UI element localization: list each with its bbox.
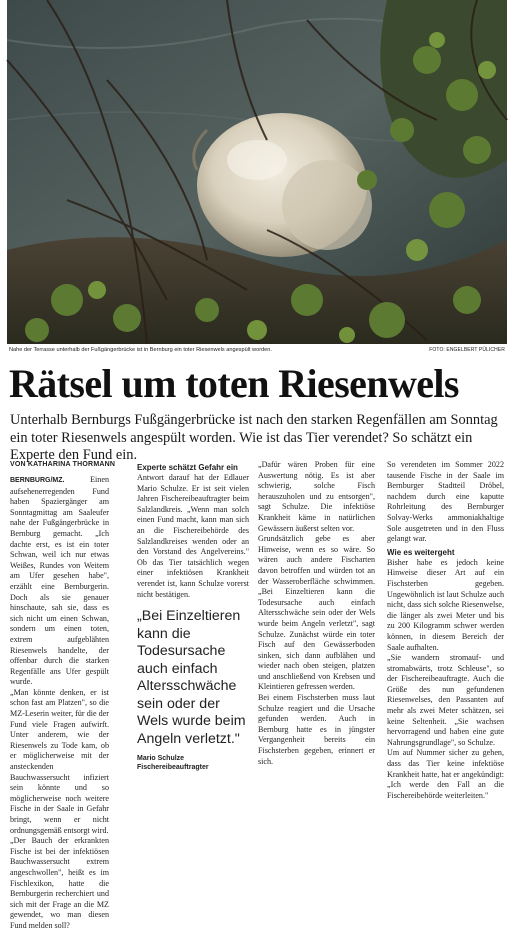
- pull-quote-role: Fischereibeauftragter: [137, 764, 209, 772]
- article-column-3: [258, 460, 375, 765]
- article-column-4: [387, 460, 504, 800]
- paragraph: „Dafür wären Proben für eine Auswertung nötig. Es ist aber schwierig, solche Fisch herauszuholen und zu entsorgen", sagt Schulze. Die infektiöse Krankheit käme in natürlichen Gewässern äußerst selten vor.: [258, 460, 375, 533]
- photo-caption: Nahe der Terrasse unterhalb der Fußgängerbrücke ist in Bernburg ein toter Riesenwels angespült worden.: [9, 347, 272, 353]
- paragraph: So verendeten im Sommer 2022 tausende Fische in der Saale im Bernburger Stadtteil Dröbel, nachdem durch eine kaputte Rohrleitung des Bernburger Solvay-Werks ammoniakhaltige Sole ausgetreten und in den Fluss gelangt war.: [387, 460, 504, 544]
- article-headline: Rätsel um toten Riesenwels: [9, 361, 459, 406]
- photo-credit: FOTO: ENGELBERT PÜLICHER: [429, 347, 505, 353]
- dateline: BERNBURG/MZ.: [10, 477, 65, 484]
- subheading: Wie es weitergeht: [387, 547, 455, 557]
- byline: VON KATHARINA THORMANN: [10, 461, 116, 468]
- article-column-1: [10, 460, 116, 930]
- paragraph-text: Einen aufsehenerregenden Fund haben Spaziergänger am Sonntagmittag am Saaleufer nahe der Fußgängerbrücke in Bernburg gemacht. „Ich dachte erst, es ist ein toter Schwan, weil ich nur etwas Weißes, Rundes von Weitem am Ufer gesehen habe", erzählt eine Bernburgerin. Doch als sie genauer hinschaute, sah sie, dass es sich nicht um einen Schwan, sondern um einen toten, extrem aufgeblähten Riesenwels handelte, der offenbar durch die starken Regenfälle ans Ufer gespült wurde.: [10, 475, 109, 687]
- paragraph: „Sie wandern stromauf- und stromabwärts, trotz Schleuse", so der Fischereibeauftragte. Auch die Größe des nun gefundenen Riesenwelses, den Passanten auf mehr als zwei Meter schätzen, sei keine Seltenheit. „Sie wachsen hervorragend und haben eine gute Nahrungsgrundlage", so Schulze.: [387, 653, 504, 747]
- article-photo-dead-catfish: [7, 0, 507, 344]
- pull-quote-author: Mario Schulze: [137, 755, 185, 763]
- article-body: [0, 460, 515, 930]
- paragraph: Um auf Nummer sicher zu gehen, dass das Tier keine infektiöse Krankheit hatte, hat er angekündigt: „Ich werde den Fall an die Fischereibehörde weiterleiten.": [387, 748, 504, 800]
- pull-quote: „Bei Einzeltieren kann die Todesursache auch einfach Altersschwäche sein oder der Wels wurde beim Angeln verletzt.": [137, 608, 246, 747]
- paragraph: Grundsätzlich gebe es aber Hinweise, wenn es so wäre. So wären auch andere Fischarten davon betroffen und würden tot an der Wasseroberfläche schwimmen. „Bei Einzeltieren kann die Todesursache auch einfach Altersschwäche sein oder der Wels wurde beim Angeln verletzt", sagt Schulze. Zunächst würde ein toter Fisch auf den Gewässerboden sinken, sich dann aufblähen und wieder nach oben steigen, platzen und anschließend von Krebsen und Kleintieren gefressen werden.: [258, 534, 375, 692]
- catfish-photo-illustration: [7, 0, 507, 344]
- paragraph: Bisher habe es jedoch keine Hinweise dieser Art auf ein Fischsterben gegeben. Ungewöhnlich ist laut Schulze auch nicht, dass sich solche Riesenwelse, die länger als zwei Meter und bis zu 200 Kilogramm schwer werden können, in diesem Bereich der Saale aufhalten.: [387, 557, 504, 652]
- paragraph: „Der Bauch der erkrankten Fische ist bei der infektiösen Bauchwassersucht extrem angeschwollen", heißt es im Fischlexikon, hatte die Bernburgerin recherchiert und sich mit der Frage an die MZ gewendet, wo man diesen Fund melden soll?: [10, 836, 109, 930]
- article-teaser: Unterhalb Bernburgs Fußgängerbrücke ist nach den starken Regenfällen am Sonntag ein toter Riesenwels angespült worden. Wie ist das Tier verendet? So schätzt ein Experte den Fund ein.: [10, 412, 498, 463]
- article-column-2: [137, 460, 249, 772]
- paragraph: [10, 475, 109, 688]
- paragraph: „Man könnte denken, er ist schon fast am Platzen", so die MZ-Leserin weiter, für die der Fund viele Fragen aufwirft. Unter anderem, wie der Riesenwels zu Tode kam, ob er möglicherweise mit der ansteckenden Bauchwassersucht infiziert sein könnte und so möglicherweise noch weitere Fische in der Saale in Gefahr bringt, wenn er nicht ordnungsgemäß entsorgt wird.: [10, 687, 109, 835]
- subheading: Experte schätzt Gefahr ein: [137, 463, 238, 472]
- paragraph: Antwort darauf hat der Edlauer Mario Schulze. Er ist seit vielen Jahren Fischereibeauftragter beim Salzlandkreis. „Wenn man solch einen Fund macht, kann man sich an die Fischereibehörde des Salzlandkreises wenden oder an den Vorstand des Angelvereins." Ob das Tier tatsächlich wegen einer infektiösen Krankheit verendet ist, kann Schulze vorerst nicht bestätigen.: [137, 473, 249, 599]
- paragraph: Bei einem Fischsterben muss laut Schulze reagiert und die Ursache gefunden werden. Auch in Bernburg hatte es in jüngster Vergangenheit bereits ein Fischsterben gegeben, erinnert er sich.: [258, 693, 375, 766]
